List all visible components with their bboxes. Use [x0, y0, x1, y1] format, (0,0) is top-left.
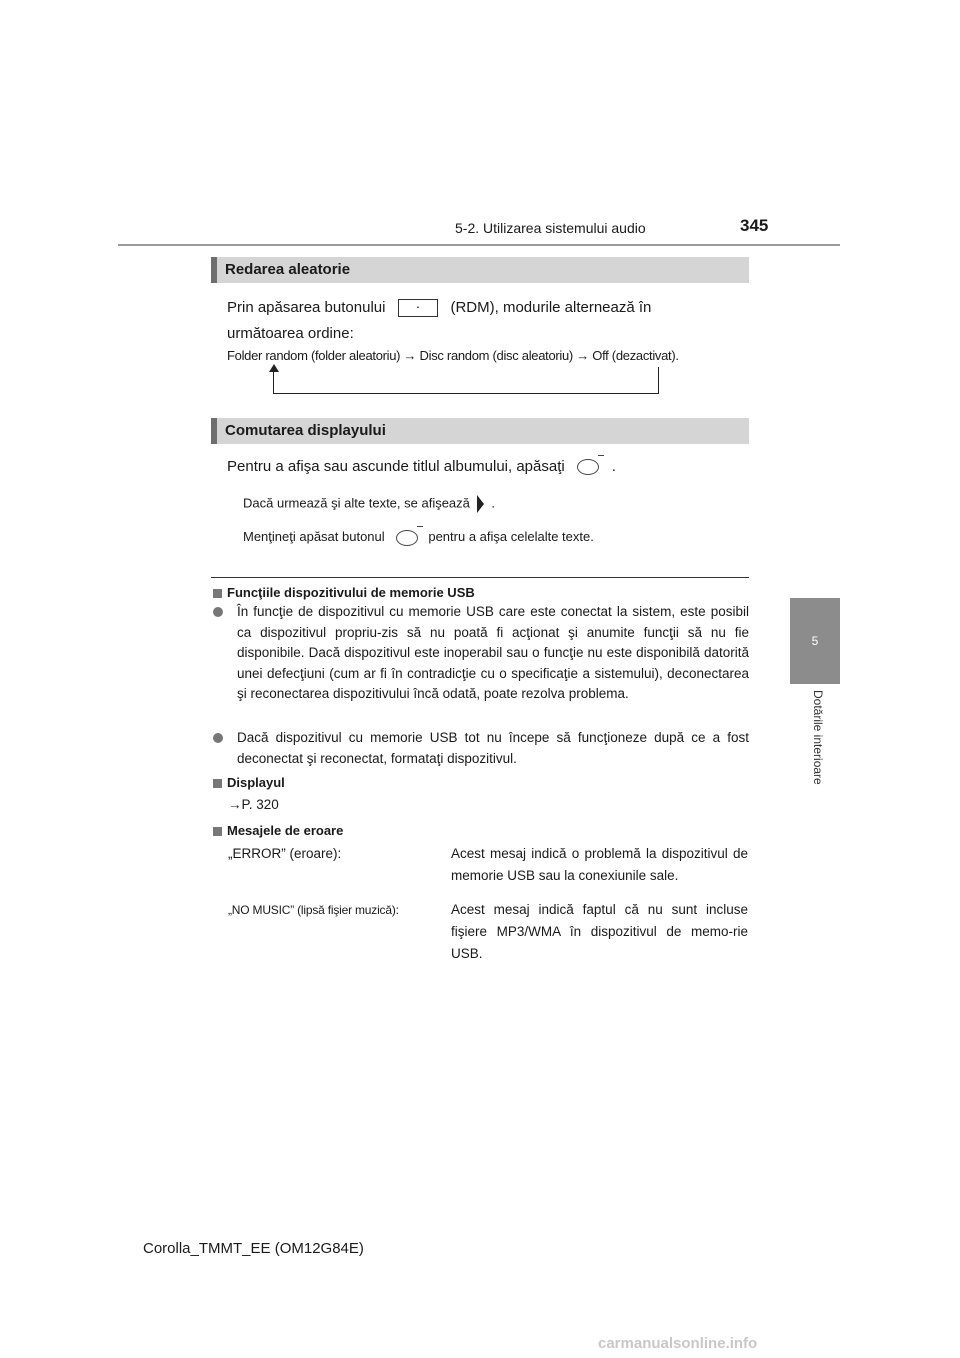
- note-heading-usb: Funcţiile dispozitivului de memorie USB: [213, 585, 475, 600]
- display-note-2-before: Menţineţi apăsat butonul: [243, 529, 385, 544]
- chapter-tab[interactable]: [790, 598, 840, 684]
- display-note-2-after: pentru a afişa celelalte texte.: [428, 529, 594, 544]
- display-note-1-before: Dacă urmează şi alte texte, se afişează: [243, 495, 470, 511]
- header-title: 5-2. Utilizarea sistemului audio: [455, 220, 646, 236]
- random-text-before: Prin apăsarea butonului: [227, 299, 386, 316]
- watermark: carmanualsonline.info: [598, 1335, 758, 1352]
- tune-knob-icon: [577, 459, 599, 475]
- table-row: [228, 887, 748, 965]
- random-order-line: Folder random (folder aleatoriu) → Disc random (disc aleatoriu) → Off (dezactivat).: [227, 348, 679, 363]
- error-label: „ERROR” (eroare):: [228, 846, 342, 861]
- error-label: „NO MUSIC” (lipsă fişier muzică):: [228, 903, 399, 917]
- display-note-2: [243, 529, 594, 546]
- display-text: Pentru a afişa sau ascunde titlul albumului, apăsaţi: [227, 458, 565, 475]
- order-loop-line: [273, 367, 659, 394]
- footer-model: Corolla_TMMT_EE (OM12G84E): [143, 1240, 364, 1257]
- note-heading-display: Displayul: [213, 775, 285, 790]
- chapter-label: Dotările interioare: [811, 690, 825, 785]
- random-text-after: (RDM), modurile alternează în: [450, 299, 652, 316]
- round-bullet-icon: [213, 733, 223, 743]
- rdm-button-icon: ·: [398, 299, 438, 317]
- chapter-number: 5: [811, 634, 819, 648]
- header-divider: [118, 244, 840, 246]
- usb-bullet-1: În funcţie de dispozitivul cu memorie USB care este conectat la sistem, este posibil ca dispozitivul propriu-zis să nu poată fi acţionat şi anumite funcţii să nu fie disponibile. Dacă dispozitivul este inoperabil sau o funcţie nu este disponibilă datorită unei defecţiuni (cum ar fi în contradicţie cu o specificaţie a sistemului), deconectarea şi reconectarea dispozitivului încă odată, poate rezolva problema.: [213, 602, 749, 705]
- order-loop-arrow-icon: [269, 364, 279, 372]
- display-paragraph: [227, 454, 616, 480]
- display-note-1: [243, 495, 495, 513]
- error-desc: Acest mesaj indică o problemă la dispozitivul de memorie USB sau la conexiunile sale.: [451, 846, 748, 883]
- table-row: [228, 843, 748, 887]
- display-note-1-after: .: [491, 495, 495, 511]
- display-text-end: .: [611, 458, 616, 475]
- display-page-ref[interactable]: →P. 320: [228, 797, 279, 812]
- square-bullet-icon: [213, 779, 222, 788]
- random-text-line2: următoarea ordine:: [227, 325, 354, 342]
- usb-bullet-2: Dacă dispozitivul cu memorie USB tot nu începe să funcţioneze după ce a fost deconectat şi reconectat, formataţi dispozitivul.: [213, 728, 749, 769]
- round-bullet-icon: [213, 607, 223, 617]
- random-paragraph: [227, 295, 747, 321]
- section-heading-display: Comutarea displayului: [211, 418, 749, 444]
- more-text-arrow-icon: [477, 495, 484, 513]
- error-desc: Acest mesaj indică faptul că nu sunt incluse fişiere MP3/WMA în dispozitivul de memo-rie USB.: [451, 902, 748, 961]
- page-number: 345: [740, 216, 769, 235]
- error-table: [228, 843, 748, 965]
- notes-divider: [211, 577, 749, 578]
- square-bullet-icon: [213, 827, 222, 836]
- tune-knob-icon: [396, 530, 418, 546]
- note-heading-errors: Mesajele de eroare: [213, 823, 343, 838]
- section-heading-random: Redarea aleatorie: [211, 257, 749, 283]
- square-bullet-icon: [213, 589, 222, 598]
